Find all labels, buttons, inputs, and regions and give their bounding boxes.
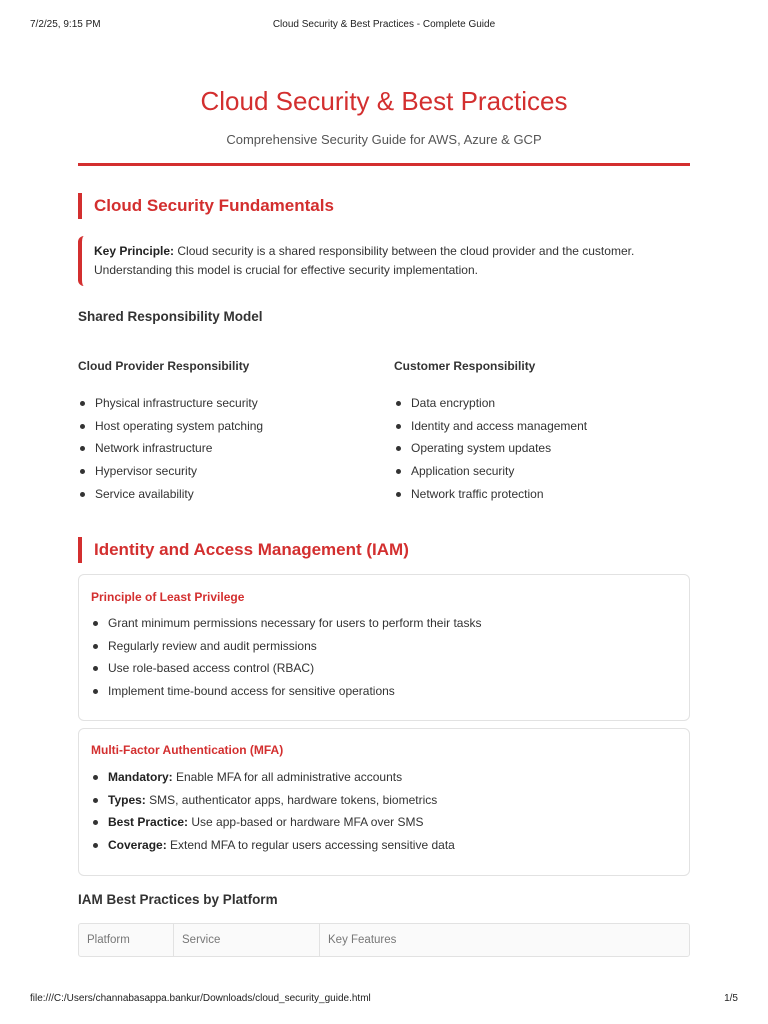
key-principle-callout xyxy=(78,236,686,286)
key-principle-text: Cloud security is a shared responsibility between the cloud provider and the customer. Understanding this model is crucial for effective security implementation. xyxy=(94,244,635,277)
page-subtitle: Comprehensive Security Guide for AWS, Azure & GCP xyxy=(226,132,542,147)
list-item: Types: SMS, authenticator apps, hardware tokens, biometrics xyxy=(91,789,455,812)
least-privilege-title: Principle of Least Privilege xyxy=(91,590,245,604)
list-item: Implement time-bound access for sensitive operations xyxy=(91,680,481,703)
print-datetime: 7/2/25, 9:15 PM xyxy=(30,19,101,30)
title-divider xyxy=(78,163,690,166)
provider-list xyxy=(78,392,263,506)
key-principle-label: Key Principle: xyxy=(94,244,175,258)
page-title: Cloud Security & Best Practices xyxy=(200,86,568,116)
print-page-number: 1/5 xyxy=(724,993,738,1004)
list-item: Data encryption xyxy=(394,392,587,415)
list-item: Grant minimum permissions necessary for users to perform their tasks xyxy=(91,612,481,635)
print-header xyxy=(0,19,768,33)
print-footer xyxy=(0,993,768,1007)
list-item: Identity and access management xyxy=(394,415,587,438)
list-item: Network infrastructure xyxy=(78,437,263,460)
table-header-service: Service xyxy=(173,924,319,956)
list-item: Physical infrastructure security xyxy=(78,392,263,415)
least-privilege-list xyxy=(91,612,481,703)
section-title-fundamentals: Cloud Security Fundamentals xyxy=(78,193,334,219)
list-item: Coverage: Extend MFA to regular users accessing sensitive data xyxy=(91,834,455,857)
list-item: Service availability xyxy=(78,483,263,506)
mfa-card xyxy=(78,728,690,876)
mfa-list xyxy=(91,766,455,857)
mfa-title: Multi-Factor Authentication (MFA) xyxy=(91,743,284,757)
list-item: Regularly review and audit permissions xyxy=(91,635,481,658)
shared-model-heading: Shared Responsibility Model xyxy=(78,309,263,324)
print-file-path: file:///C:/Users/channabasappa.bankur/Downloads/cloud_security_guide.html xyxy=(30,993,371,1004)
customer-list xyxy=(394,392,587,506)
table-header-key-features: Key Features xyxy=(319,924,689,956)
least-privilege-card xyxy=(78,574,690,721)
platform-table-heading: IAM Best Practices by Platform xyxy=(78,892,278,907)
list-item: Operating system updates xyxy=(394,437,587,460)
platform-table xyxy=(78,923,690,957)
section-title-iam: Identity and Access Management (IAM) xyxy=(78,537,409,563)
provider-heading: Cloud Provider Responsibility xyxy=(78,359,250,373)
customer-heading: Customer Responsibility xyxy=(394,359,536,373)
list-item: Application security xyxy=(394,460,587,483)
table-header-platform: Platform xyxy=(87,934,130,946)
list-item: Best Practice: Use app-based or hardware MFA over SMS xyxy=(91,811,455,834)
list-item: Hypervisor security xyxy=(78,460,263,483)
list-item: Use role-based access control (RBAC) xyxy=(91,657,481,680)
list-item: Mandatory: Enable MFA for all administrative accounts xyxy=(91,766,455,789)
print-doc-title: Cloud Security & Best Practices - Complete Guide xyxy=(272,19,496,30)
list-item: Network traffic protection xyxy=(394,483,587,506)
list-item: Host operating system patching xyxy=(78,415,263,438)
